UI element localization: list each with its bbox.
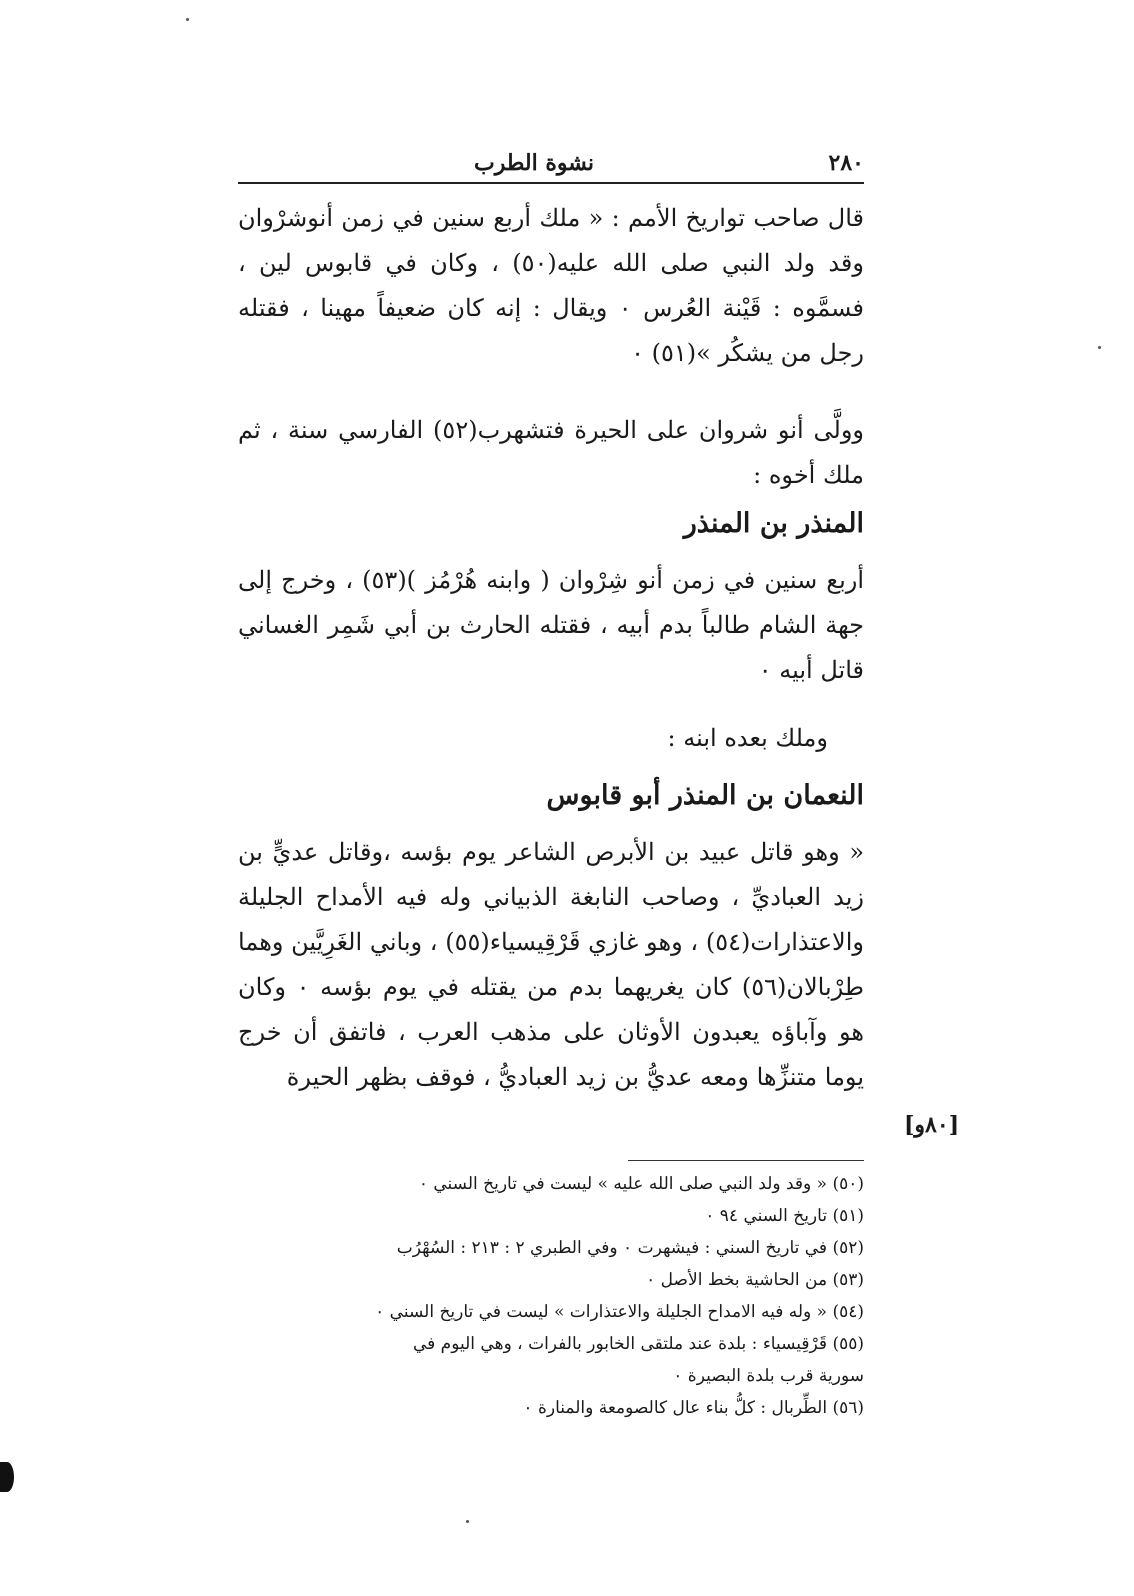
footnote-56: (٥٦) الطِّربال : كلُّ بناء عال كالصومعة والمنارة ۰ (523, 1398, 864, 1418)
scan-speck (466, 1520, 469, 1523)
footnote-53: (٥٣) من الحاشية بخط الأصل ۰ (646, 1270, 864, 1290)
scan-speck (1098, 346, 1101, 349)
footnote-50: (٥٠) « وقد ولد النبي صلى الله عليه » ليست في تاريخ السني ۰ (418, 1174, 864, 1194)
scan-speck (186, 18, 189, 21)
running-title: نشوة الطرب (473, 150, 594, 176)
page-number: ٢٨٠ (828, 150, 864, 176)
footnotes-list (238, 1168, 864, 1424)
section-heading-al-mundhir: المنذر بن المنذر (683, 508, 864, 539)
footnote-55: (٥٥) قَرْقِيسياء : بلدة عند ملتقى الخابور بالفرات ، وهي اليوم في (412, 1334, 864, 1354)
paragraph-4: وملك بعده ابنه : (667, 724, 828, 752)
section-heading-al-numan: النعمان بن المنذر أبو قابوس (546, 780, 864, 811)
footnote-51: (٥١) تاريخ السني ٩٤ ۰ (705, 1206, 864, 1226)
page-header (238, 148, 864, 184)
footnote-54: (٥٤) « وله فيه الامداح الجليلة والاعتذارات » ليست في تاريخ السني ۰ (375, 1302, 864, 1322)
paragraph-5: « وهو قاتل عبيد بن الأبرص الشاعر يوم بؤسه ،وقاتل عديٍّ بن زيد العباديِّ ، وصاحب النابغة الذبياني وله فيه الأمداح الجليلة والاعتذارات(٥٤) ، وهو غازي قَرْقِيسياء(٥٥) ، وباني الغَرِيَّين وهما طِرْبالان(٥٦) كان يغريهما بدم من يقتله في يوم بؤسه ۰ وكان هو وآباؤه يعبدون الأوثان على مذهب العرب ، فاتفق أن خرج يوما متنزِّها ومعه عديُّ بن زيد العباديُّ ، فوقف بظهر الحيرة (238, 838, 865, 1091)
paragraph-3: أربع سنين في زمن أنو شِرْوان ( وابنه هُرْمُز )(٥٣) ، وخرج إلى جهة الشام طالباً بدم أبيه ، فقتله الحارث بن أبي شَمِر الغساني قاتل أبيه ۰ (238, 566, 864, 684)
footnote-separator (628, 1160, 864, 1161)
scan-edge-mark (0, 1462, 14, 1492)
paragraph-2: وولَّى أنو شروان على الحيرة فتشهرب(٥٢) الفارسي سنة ، ثم ملك أخوه : (238, 416, 864, 489)
footnote-55-continuation: سورية قرب بلدة البصيرة ۰ (673, 1366, 864, 1386)
manuscript-folio-marker: [٨٠و] (904, 1112, 960, 1138)
footnote-52: (٥٢) في تاريخ السني : فيشهرت ۰ وفي الطبري ٢ : ٢١٣ : السُهْرُب (396, 1238, 864, 1258)
paragraph-1: قال صاحب تواريخ الأمم : « ملك أربع سنين في زمن أنوشرْوان وقد ولد النبي صلى الله عليه(٥٠) ، وكان في قابوس لين ، فسمَّوه : قَيْنة العُرس ۰ ويقال : إنه كان ضعيفاً مهينا ، فقتله رجل من يشكُر »(٥١) ۰ (238, 204, 864, 367)
